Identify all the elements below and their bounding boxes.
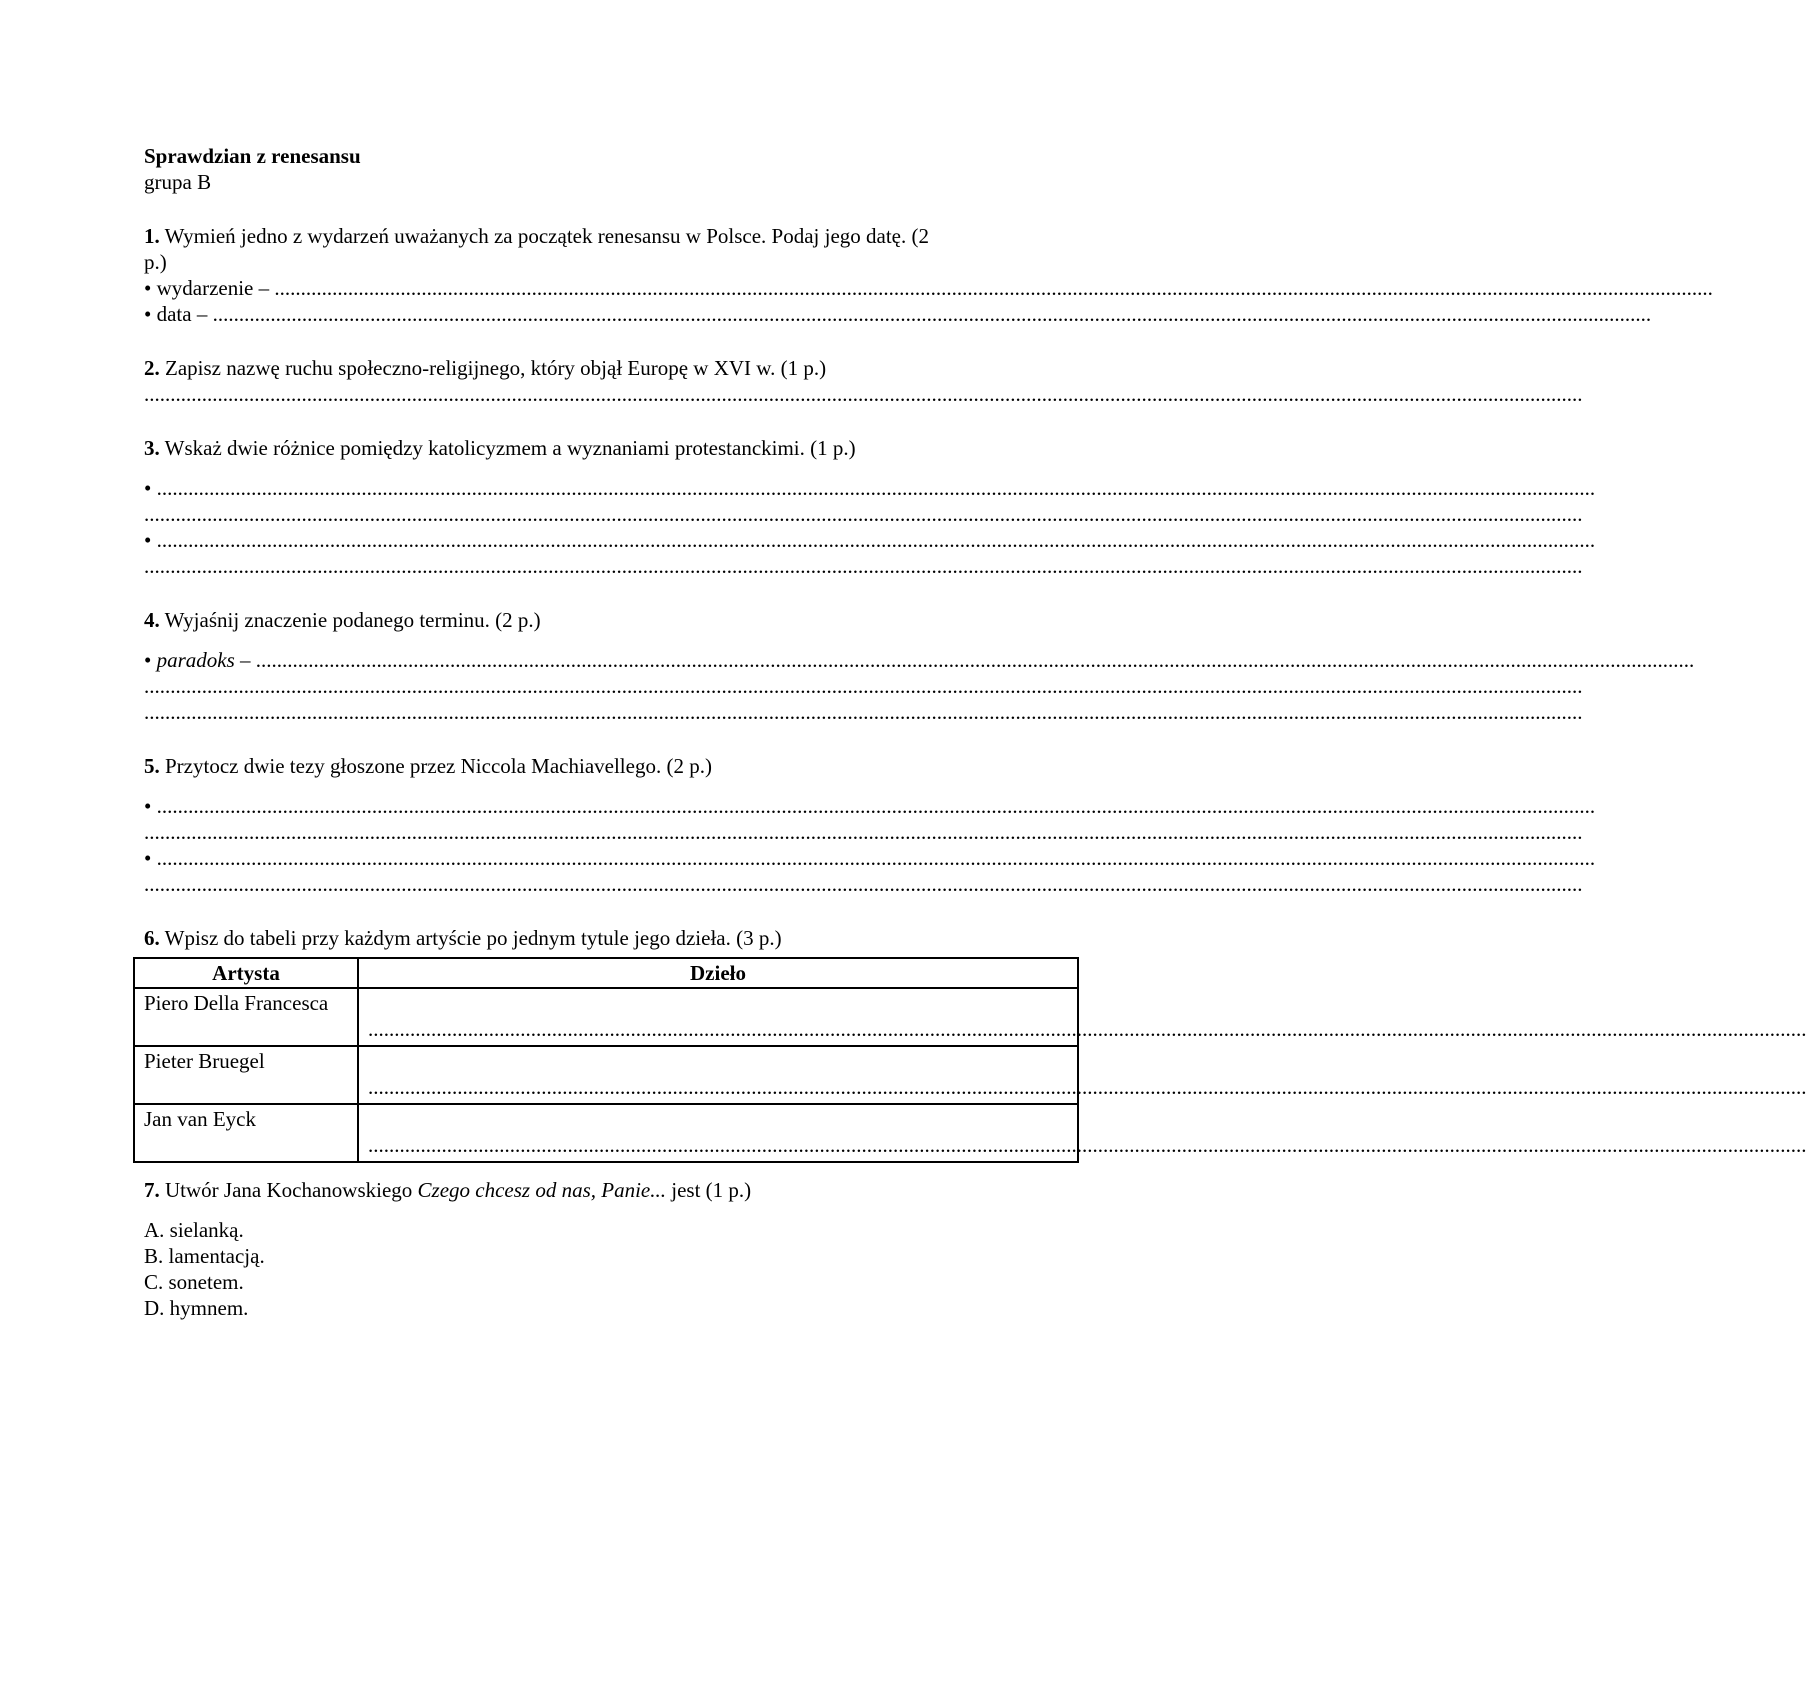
artists-table <box>133 957 1807 1163</box>
question-text: Wpisz do tabeli przy każdym artyście po jednym tytule jego dzieła. (3 p.) <box>164 926 782 950</box>
bullet: • <box>144 846 152 870</box>
question-2 <box>144 355 1583 407</box>
question-text: Przytocz dwie tezy głoszone przez Niccola Machiavellego. (2 p.) <box>165 754 712 778</box>
question-7 <box>144 1177 1064 1321</box>
answer-line[interactable]: .................................................................................................................................................................................................................................................................................. <box>156 794 1596 818</box>
question-text: Wyjaśnij znaczenie podanego terminu. (2 p.) <box>164 608 541 632</box>
question-number: 2. <box>144 356 160 380</box>
table-header-artist: Artysta <box>134 958 358 988</box>
question-5 <box>144 753 1596 897</box>
option-d[interactable]: D. hymnem. <box>144 1296 249 1320</box>
answer-line[interactable]: .................................................................................................................................................................................................................................................................................. <box>144 502 1583 526</box>
table-header-work: Dzieło <box>358 958 1078 988</box>
answer-line[interactable]: .................................................................................................................................................................................................................................................................................. <box>144 674 1583 698</box>
work-answer-cell[interactable] <box>358 1046 1807 1104</box>
question-4 <box>144 607 1695 725</box>
option-a[interactable]: A. sielanką. <box>144 1218 244 1242</box>
option-c[interactable]: C. sonetem. <box>144 1270 244 1294</box>
question-number: 6. <box>144 926 160 950</box>
bullet: • <box>144 528 152 552</box>
answer-line[interactable]: .................................................................................................................................................................................................................................................................................. <box>368 1017 1807 1041</box>
answer-line[interactable]: .................................................................................................................................................................................................................................................................................. <box>144 700 1583 724</box>
answer-line[interactable]: .................................................................................................................................................................................................................................................................................. <box>144 872 1583 896</box>
work-answer-cell[interactable] <box>358 988 1807 1046</box>
answer-line[interactable]: .................................................................................................................................................................................................................................................................................. <box>255 648 1695 672</box>
question-number: 7. <box>144 1178 160 1202</box>
question-1 <box>144 223 1713 327</box>
bullet: • <box>144 476 152 500</box>
table-row <box>134 1104 1078 1162</box>
question-text-continued: p.) <box>144 250 167 274</box>
artist-cell: Pieter Bruegel <box>134 1046 358 1104</box>
answer-line[interactable]: .................................................................................................................................................................................................................................................................................. <box>156 528 1596 552</box>
question-number: 4. <box>144 608 160 632</box>
poem-title: Czego chcesz od nas, Panie... <box>417 1178 666 1202</box>
table-row <box>134 1046 1078 1104</box>
answer-label-event: • wydarzenie – <box>144 276 270 300</box>
answer-line[interactable]: .................................................................................................................................................................................................................................................................................. <box>156 476 1596 500</box>
option-b[interactable]: B. lamentacją. <box>144 1244 265 1268</box>
question-text: Wskaż dwie różnice pomiędzy katolicyzmem a wyznaniami protestanckimi. (1 p.) <box>164 436 856 460</box>
table-row <box>134 988 1078 1046</box>
term-label: paradoks – <box>156 648 251 672</box>
artist-cell: Jan van Eyck <box>134 1104 358 1162</box>
bullet: • <box>144 794 152 818</box>
work-answer-cell[interactable] <box>358 1104 1807 1162</box>
answer-line[interactable]: .................................................................................................................................................................................................................................................................................. <box>368 1133 1807 1157</box>
answer-line[interactable]: .................................................................................................................................................................................................................................................................................. <box>274 276 1713 300</box>
question-text-end: jest (1 p.) <box>671 1178 752 1202</box>
answer-line[interactable]: .................................................................................................................................................................................................................................................................................. <box>156 846 1596 870</box>
question-number: 1. <box>144 224 160 248</box>
group-label: grupa B <box>144 170 212 194</box>
question-text: Wymień jedno z wydarzeń uważanych za początek renesansu w Polsce. Podaj jego datę. (2 <box>164 224 929 248</box>
answer-line[interactable]: .................................................................................................................................................................................................................................................................................. <box>144 820 1583 844</box>
answer-line[interactable]: .................................................................................................................................................................................................................................................................................. <box>144 382 1583 406</box>
question-number: 5. <box>144 754 160 778</box>
question-text: Utwór Jana Kochanowskiego <box>165 1178 413 1202</box>
question-6 <box>144 925 1807 1163</box>
question-text: Zapisz nazwę ruchu społeczno-religijnego, który objął Europę w XVI w. (1 p.) <box>165 356 827 380</box>
artist-cell: Piero Della Francesca <box>134 988 358 1046</box>
question-number: 3. <box>144 436 160 460</box>
question-3 <box>144 435 1596 579</box>
answer-line[interactable]: .................................................................................................................................................................................................................................................................................. <box>212 302 1652 326</box>
worksheet-title: Sprawdzian z renesansu <box>144 144 361 168</box>
answer-label-date: • data – <box>144 302 208 326</box>
bullet: • <box>144 648 152 672</box>
worksheet <box>144 143 1807 1321</box>
answer-line[interactable]: .................................................................................................................................................................................................................................................................................. <box>144 554 1583 578</box>
answer-line[interactable]: .................................................................................................................................................................................................................................................................................. <box>368 1075 1807 1099</box>
